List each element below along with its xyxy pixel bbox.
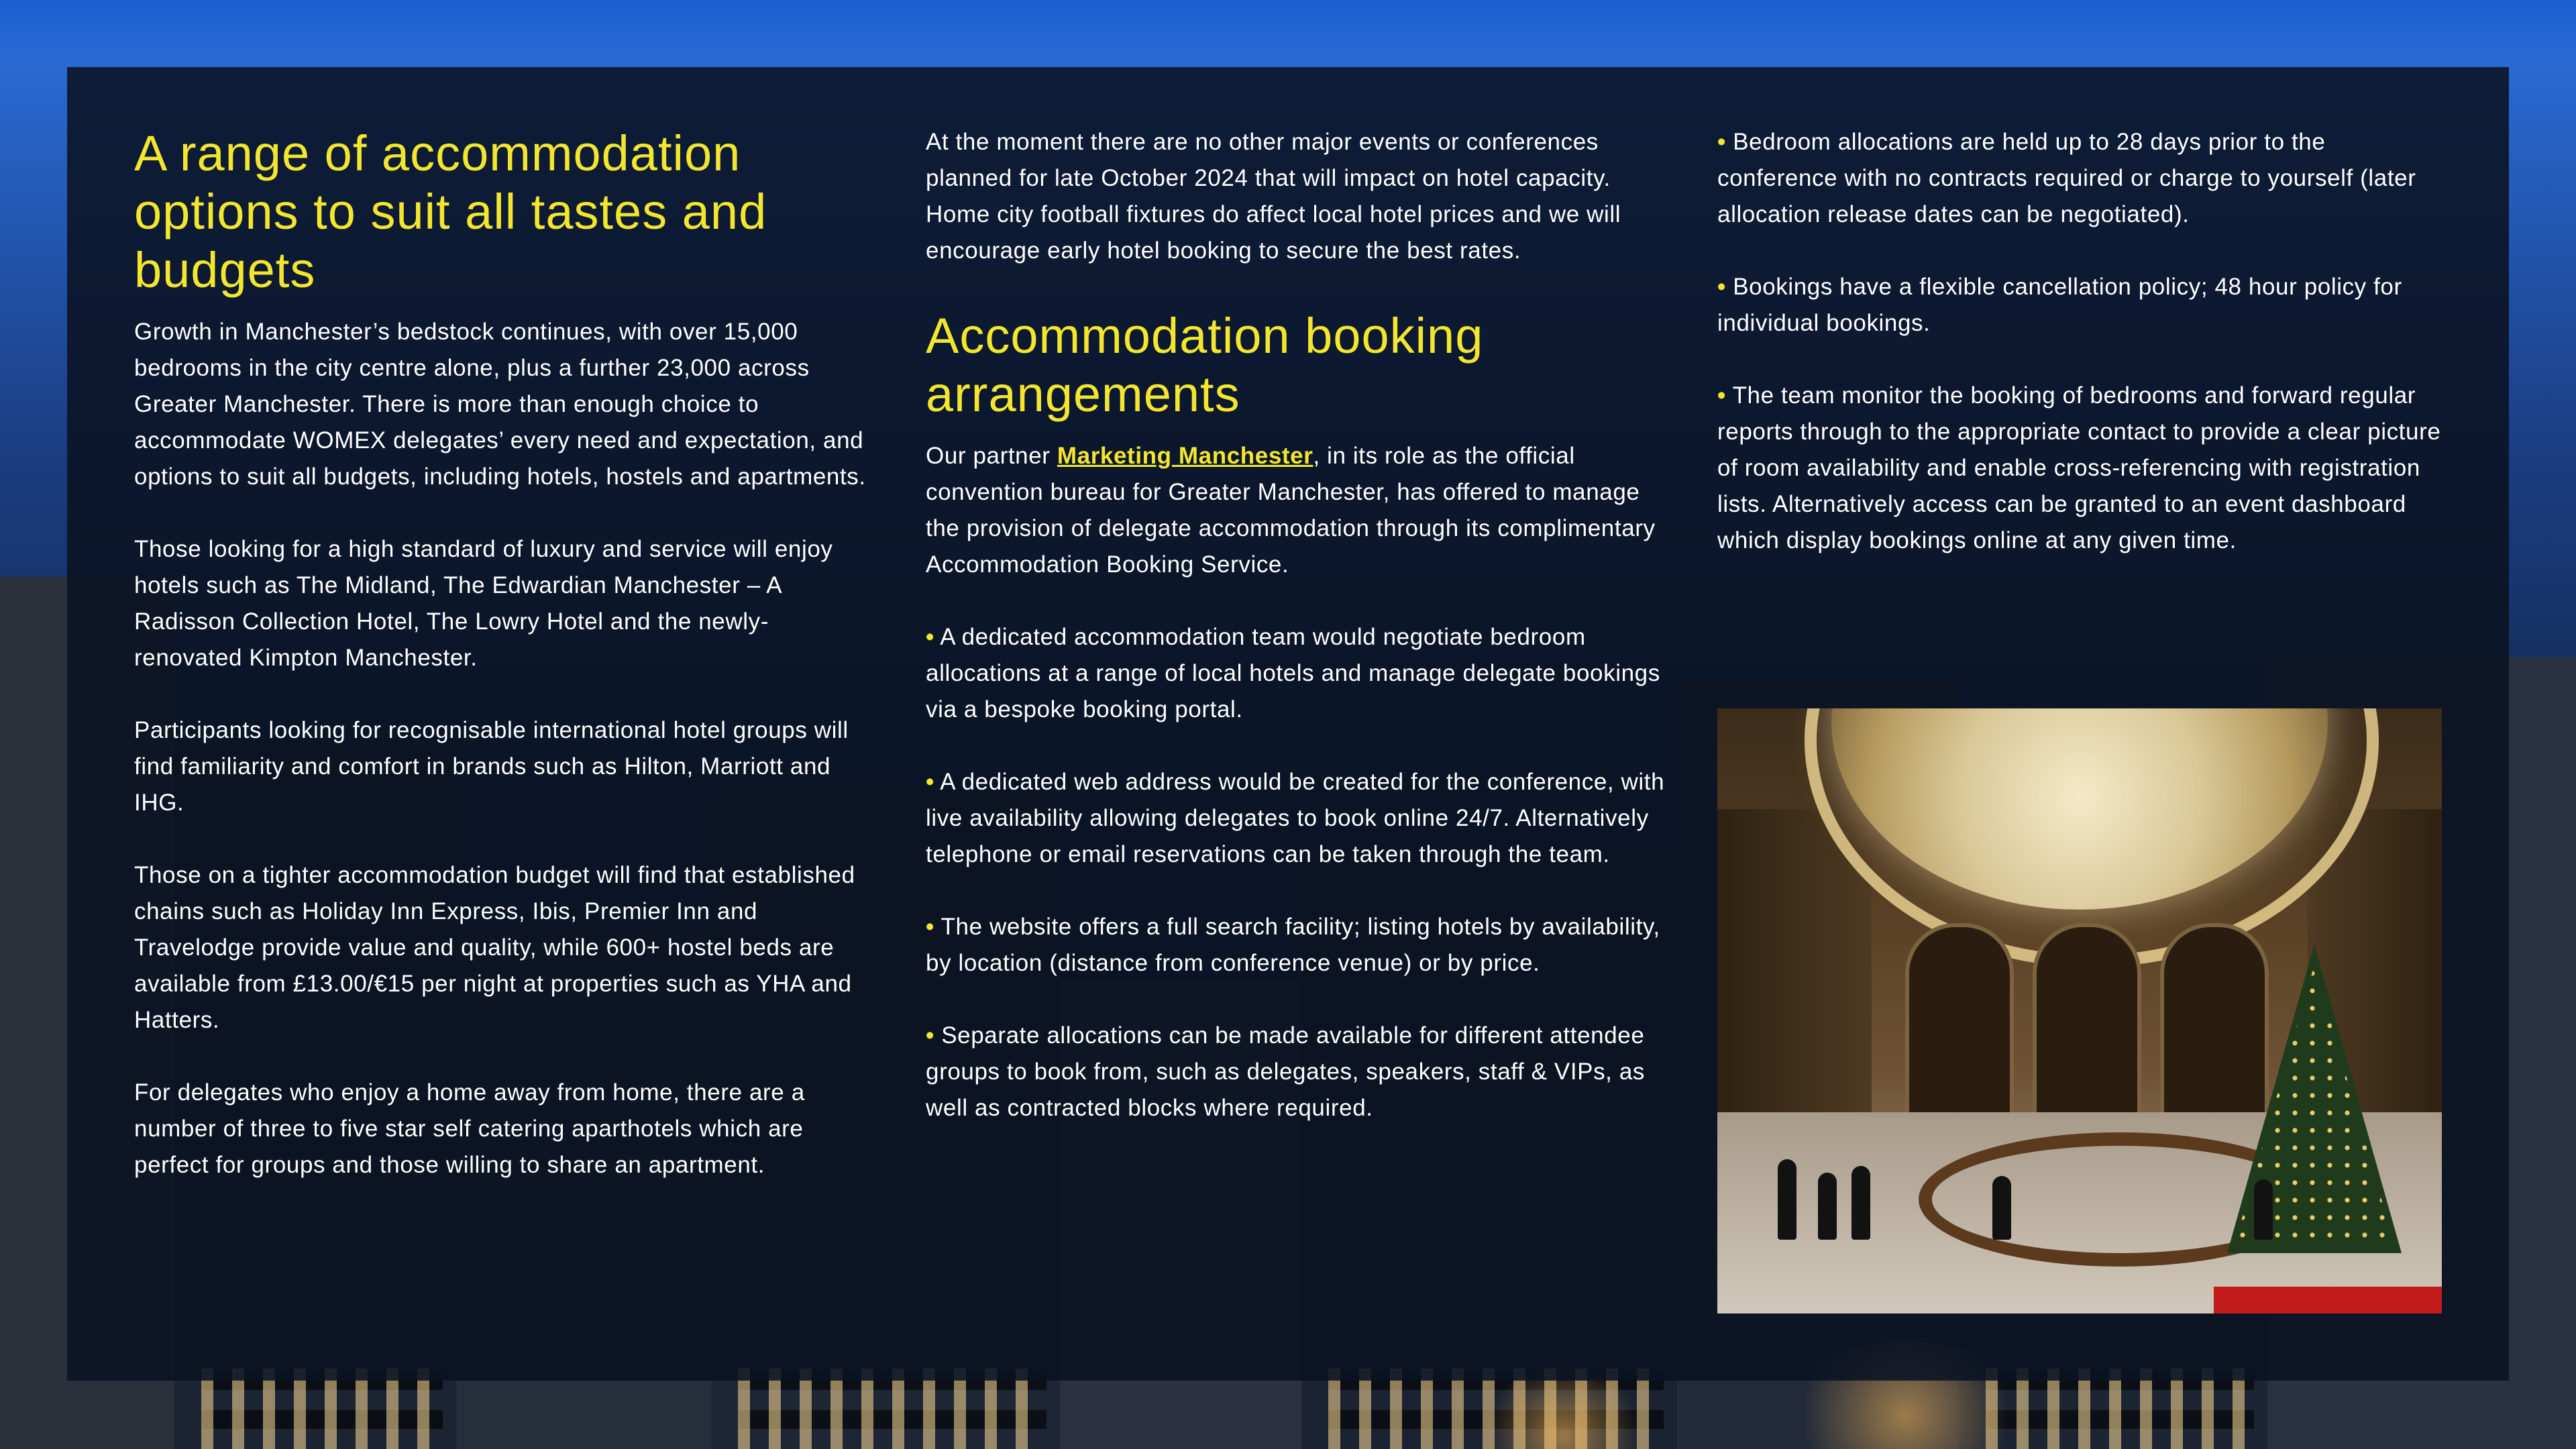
- photo-person: [1992, 1176, 2011, 1240]
- photo-person: [2254, 1179, 2273, 1240]
- column-general-accommodation: [134, 124, 872, 1183]
- bullet-text: The team monitor the booking of bedrooms and forward regular reports through to the appropriate contact to provide a clear picture of room availability and enable cross-referencing with registration lists. Alternatively access can be granted to an event dashboard which display bookings online at any given time.: [1717, 382, 2441, 553]
- content-panel: [67, 67, 2509, 1381]
- photo-person: [1778, 1159, 1796, 1240]
- bullet-item: [926, 764, 1670, 873]
- budget-options-paragraph: Those on a tighter accommodation budget will find that established chains such as Holiday Inn Express, Ibis, Premier Inn and Travelodge provide value and quality, while 600+ hostel beds are available from £13.00/€15 per night at properties such as YHA and Hatters.: [134, 862, 855, 1033]
- bullet-text: Bookings have a flexible cancellation policy; 48 hour policy for individual bookings.: [1717, 274, 2402, 336]
- bullet-item: [1717, 378, 2442, 559]
- hotel-atrium-photo: [1717, 708, 2442, 1313]
- partner-paragraph: [926, 438, 1670, 583]
- bullet-text: A dedicated web address would be created for the conference, with live availability allowing delegates to book online 24/7. Alternatively telephone or email reservations can be taken through the team.: [926, 769, 1665, 867]
- accommodation-range-heading: A range of accommodation options to suit all tastes and budgets: [134, 125, 767, 298]
- background-windows: [201, 1368, 443, 1449]
- photo-person: [1851, 1166, 1870, 1240]
- bullet-text: The website offers a full search facility; listing hotels by availability, by location (distance from conference venue) or by price.: [926, 914, 1660, 976]
- luxury-hotels-paragraph: Those looking for a high standard of luxury and service will enjoy hotels such as The Midland, The Edwardian Manchester – A Radisson Collection Hotel, The Lowry Hotel and the newly-renovated Kimpton Manchester.: [134, 536, 833, 671]
- photo-red-carpet: [2214, 1287, 2442, 1313]
- bullet-item: [1717, 269, 2442, 341]
- booking-arrangements-heading: Accommodation booking arrangements: [926, 308, 1484, 422]
- bullet-item: [1717, 124, 2442, 233]
- bullet-dot-icon: •: [926, 769, 934, 795]
- bullet-text: Separate allocations can be made available for different attendee groups to book from, such as delegates, speakers, staff & VIPs, as well as contracted blocks where required.: [926, 1022, 1645, 1121]
- column-booking-arrangements: [926, 124, 1670, 1126]
- bullet-dot-icon: •: [926, 914, 934, 940]
- hotel-capacity-paragraph: At the moment there are no other major events or conferences planned for late October 2024 that will impact on hotel capacity. Home city football fixtures do affect local hotel prices and we will encourage early hotel booking to secure the best rates.: [926, 129, 1621, 264]
- marketing-manchester-link[interactable]: Marketing Manchester: [1057, 443, 1313, 469]
- column-booking-policies: [1717, 124, 2442, 559]
- background-windows: [738, 1368, 1046, 1449]
- photo-person: [1818, 1173, 1837, 1240]
- bullet-item: [926, 1018, 1670, 1126]
- bullet-dot-icon: •: [926, 1022, 934, 1049]
- bullet-dot-icon: •: [1717, 129, 1726, 155]
- bullet-dot-icon: •: [926, 624, 934, 650]
- bullet-item: [926, 619, 1670, 728]
- photo-arch: [2033, 923, 2141, 1132]
- photo-arch: [1905, 923, 2014, 1132]
- bullet-dot-icon: •: [1717, 274, 1726, 300]
- bullet-text: Bedroom allocations are held up to 28 days prior to the conference with no contracts required or charge to yourself (later allocation release dates can be negotiated).: [1717, 129, 2416, 227]
- bullet-item: [926, 909, 1670, 981]
- bedstock-paragraph: Growth in Manchester’s bedstock continues, with over 15,000 bedrooms in the city centre alone, plus a further 23,000 across Greater Manchester. There is more than enough choice to accommodate WOMEX delegates’ every need and expectation, and options to suit all budgets, including hotels, hostels and apartments.: [134, 319, 866, 490]
- aparthotels-paragraph: For delegates who enjoy a home away from home, there are a number of three to five star self catering aparthotels which are perfect for groups and those willing to share an apartment.: [134, 1079, 805, 1178]
- bullet-text: A dedicated accommodation team would negotiate bedroom allocations at a range of local hotels and manage delegate bookings via a bespoke booking portal.: [926, 624, 1660, 722]
- international-brands-paragraph: Participants looking for recognisable international hotel groups will find familiarity and comfort in brands such as Hilton, Marriott and IHG.: [134, 717, 849, 816]
- partner-prefix: Our partner: [926, 443, 1057, 469]
- bullet-dot-icon: •: [1717, 382, 1726, 409]
- partner-suffix: , in its role as the official convention bureau for Greater Manchester, has offered to manage the provision of delegate accommodation through its complimentary Accommodation Booking Service.: [926, 443, 1656, 578]
